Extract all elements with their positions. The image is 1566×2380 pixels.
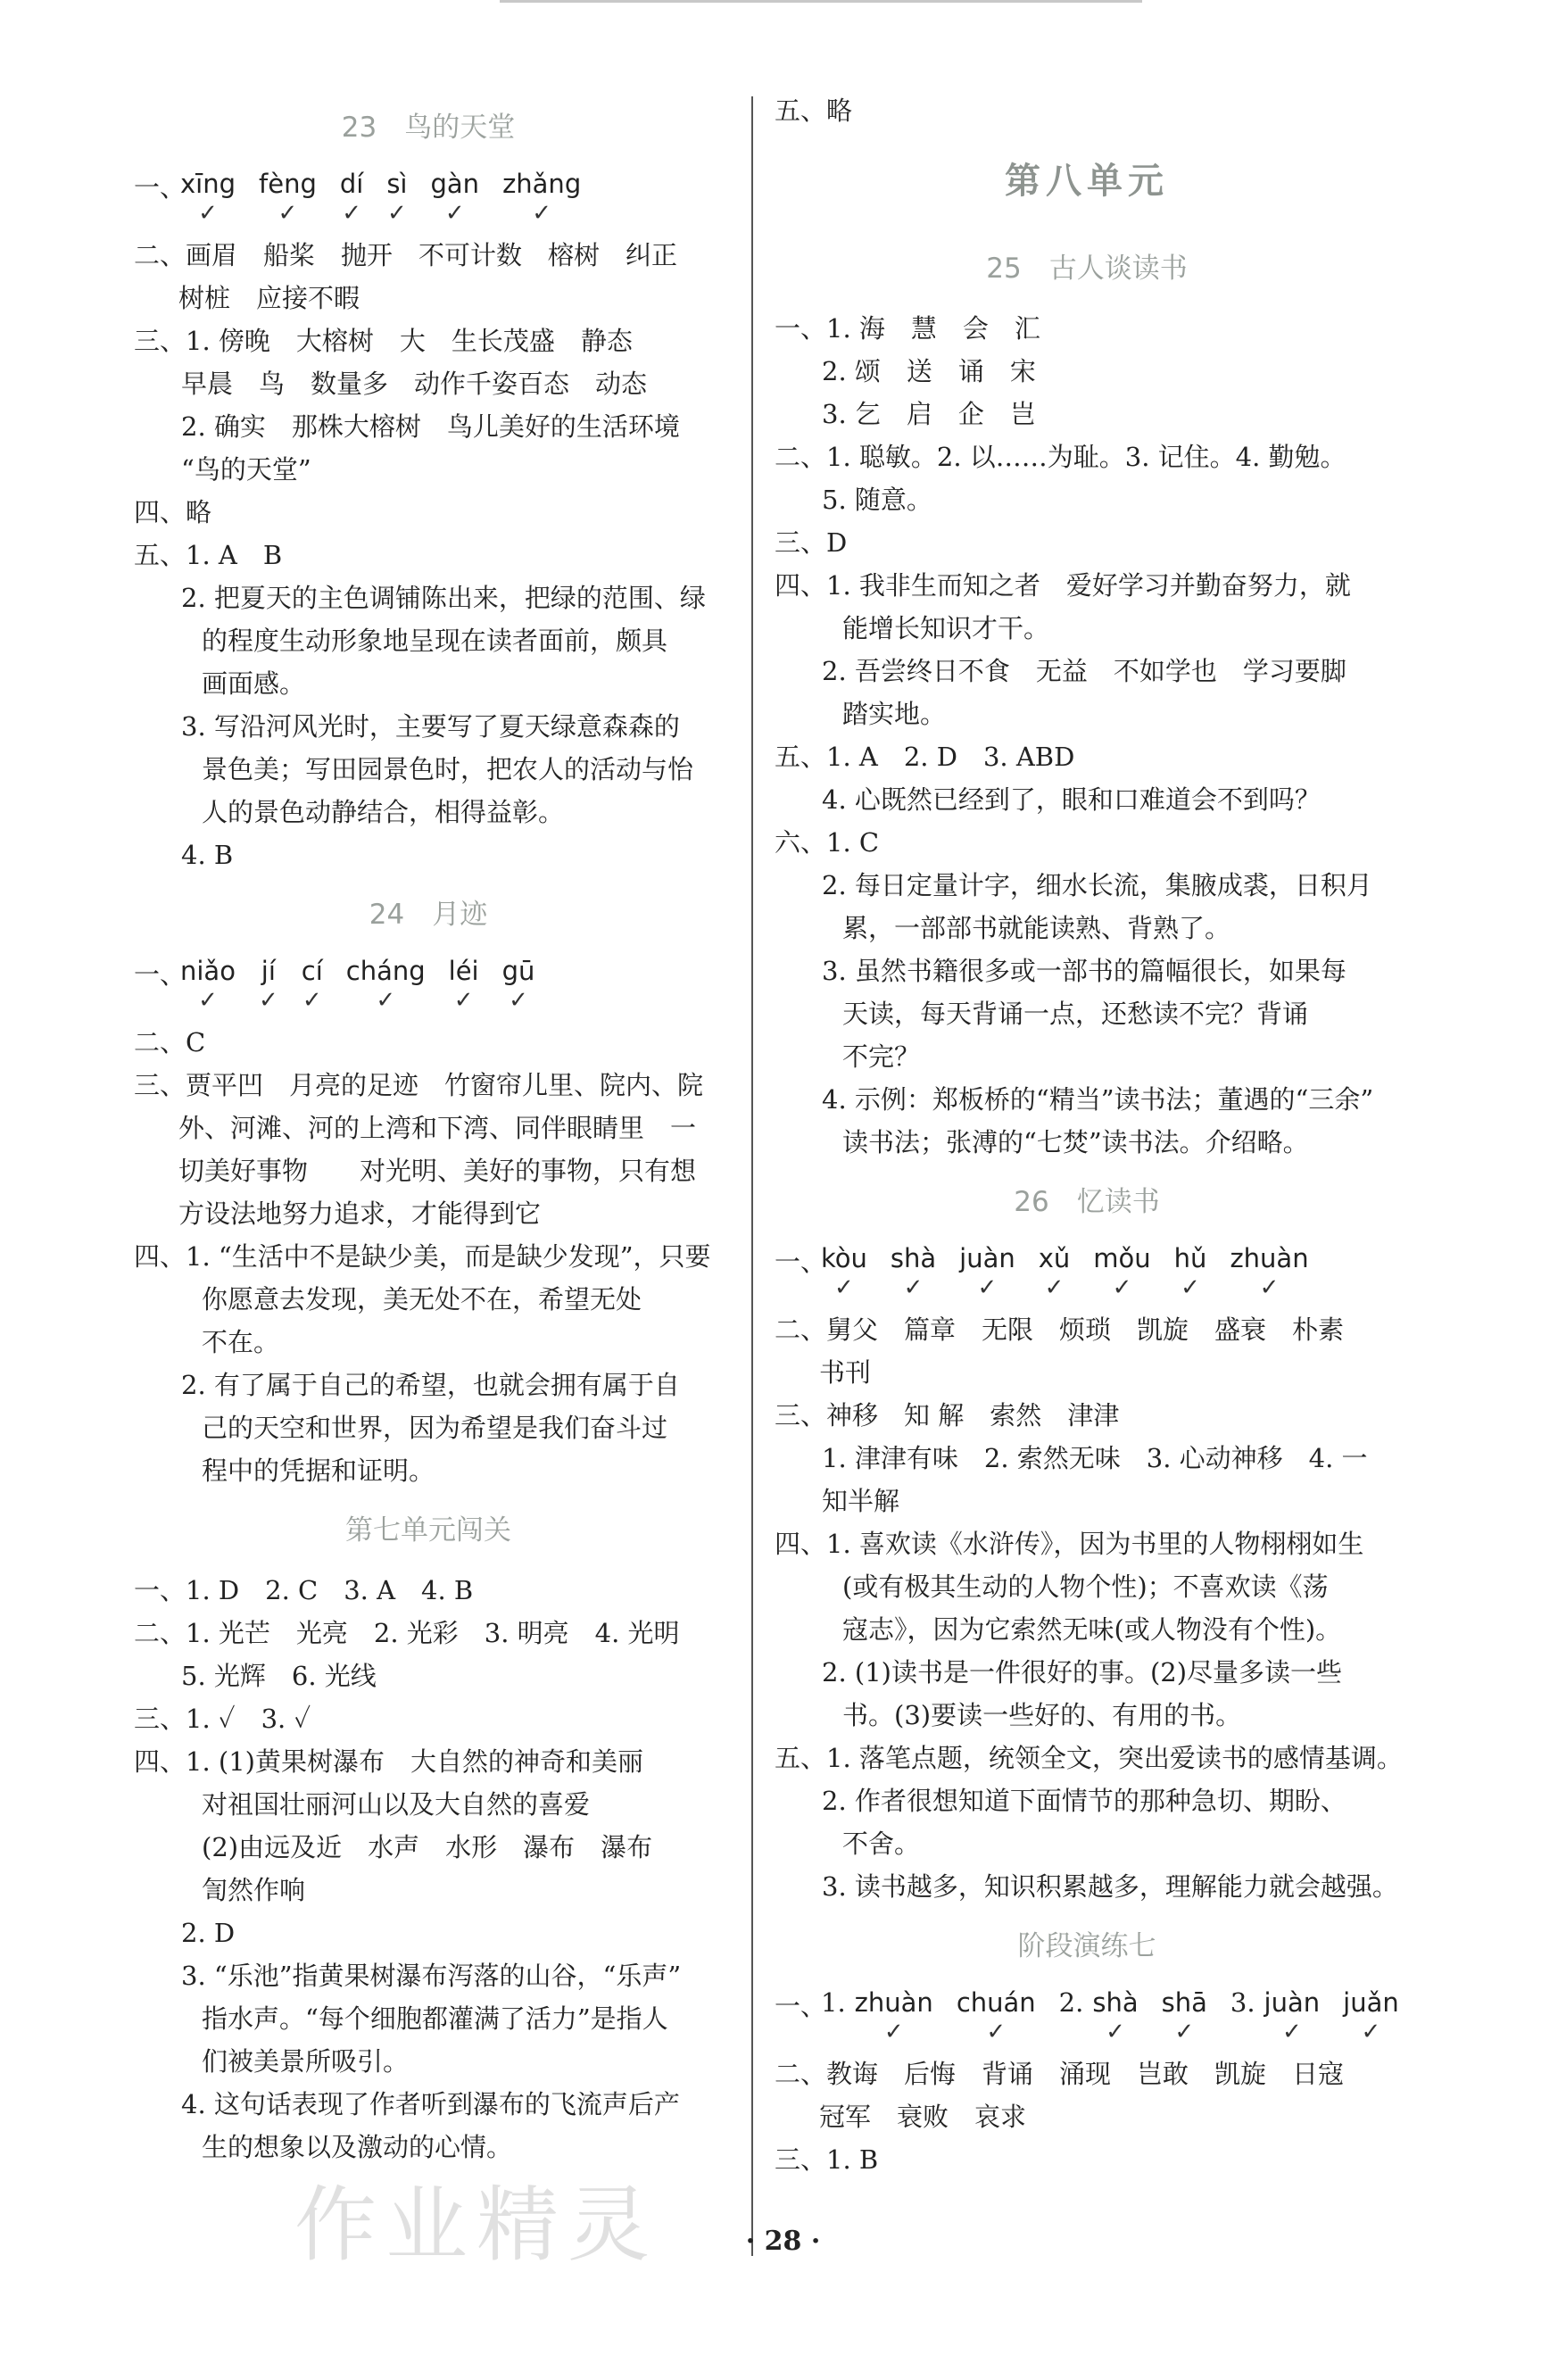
left-column: [134, 89, 723, 2169]
pinyin-syllable: cí: [301, 956, 323, 986]
pinyin-row: [775, 1240, 1399, 1308]
pinyin-syllable: juǎn: [1343, 1987, 1399, 2018]
answer-line: 五、略: [775, 95, 853, 126]
answer-line: 二、1. 光芒 光亮 2. 光彩 3. 明亮 4. 光明: [134, 1618, 680, 1648]
check-mark: ✓: [977, 1274, 998, 1301]
question-number: 一、: [775, 1991, 827, 2021]
pinyin-syllable: léi: [448, 956, 479, 986]
pinyin-syllable: gàn: [430, 169, 480, 199]
answer-line: 树桩 应接不暇: [178, 283, 360, 313]
answer-line: 3. 虽然书籍很多或一部书的篇幅很长，如果每: [822, 956, 1346, 986]
answer-line: 四、1. 我非生而知之者 爱好学习并勤奋努力，就: [775, 570, 1351, 601]
unit-title: 第八单元: [1005, 160, 1169, 202]
check-mark: ✓: [278, 200, 298, 227]
answer-line: 六、1. C: [775, 827, 880, 858]
check-mark: ✓: [198, 987, 218, 1014]
answer-line: 2. 有了属于自己的希望，也就会拥有属于自: [181, 1370, 680, 1400]
answer-line: 5. 随意。: [822, 485, 932, 515]
pinyin-item: [957, 1985, 1036, 2044]
answer-line: 2. D: [181, 1918, 236, 1948]
section-title: 24 月迹: [369, 899, 488, 931]
section-title: 26 忆读书: [1014, 1186, 1160, 1218]
check-mark: ✓: [1259, 1274, 1280, 1301]
answer-line: 天读，每天背诵一点，还愁读不完？背诵: [842, 999, 1309, 1029]
answer-line: 书刊: [819, 1357, 872, 1388]
check-mark: ✓: [1174, 2019, 1195, 2045]
answer-line: 4. 心既然已经到了，眼和口难道会不到吗？: [822, 784, 1321, 815]
check-mark: ✓: [1106, 2019, 1125, 2045]
pinyin-syllable: shà: [890, 1243, 937, 1273]
answer-line: 二、舅父 篇章 无限 烦琐 凯旋 盛衰 朴素: [775, 1314, 1345, 1345]
answer-line: 四、1. (1)黄果树瀑布 大自然的神奇和美丽: [134, 1746, 643, 1777]
answer-line: 书。(3)要读一些好的、有用的书。: [842, 1700, 1242, 1730]
pinyin-syllable: juàn: [959, 1243, 1015, 1273]
answer-line: 4. 这句话表现了作者听到瀑布的飞流声后产: [181, 2089, 680, 2119]
answer-line: 读书法；张溥的“七焚”读书法。介绍略。: [842, 1127, 1309, 1157]
pinyin-item: [180, 166, 236, 225]
answer-line: 人的景色动静结合，相得益彰。: [202, 797, 565, 827]
answer-line: 生的想象以及激动的心情。: [202, 2132, 513, 2162]
answer-line: 3. 读书越多，知识积累越多，理解能力就会越强。: [822, 1871, 1398, 1902]
answer-line: 二、教诲 后悔 背诵 涌现 岂敢 凯旋 日寇: [775, 2059, 1345, 2089]
section-title: 23 鸟的天堂: [341, 112, 516, 144]
pinyin-item: [891, 1240, 936, 1299]
answer-line: 四、略: [134, 497, 212, 527]
pinyin-item: [1093, 1240, 1150, 1299]
answer-line: 3. “乐池”指黄果树瀑布泻落的山谷，“乐声”: [181, 1961, 682, 1991]
check-mark: ✓: [1044, 1274, 1065, 1301]
check-mark: ✓: [342, 200, 361, 227]
pinyin-syllable: chuán: [956, 1987, 1036, 2018]
answer-line: 早晨 鸟 数量多 动作千姿百态 动态: [181, 369, 648, 399]
pinyin-item: [259, 953, 278, 1012]
pinyin-item: [1343, 1985, 1399, 2044]
answer-line: 4. 示例：郑板桥的“精当”读书法；董遇的“三余”: [822, 1084, 1374, 1115]
pinyin-syllable: cháng: [345, 956, 426, 986]
answer-line: 5. 光辉 6. 光线: [181, 1661, 377, 1691]
check-mark: ✓: [903, 1274, 924, 1301]
answer-line: 不舍。: [842, 1829, 921, 1859]
answer-line: 五、1. A 2. D 3. ABD: [775, 742, 1075, 772]
answer-line: 三、1. B: [775, 2144, 879, 2175]
pinyin-item: [340, 166, 363, 225]
check-mark: ✓: [532, 200, 552, 227]
check-mark: ✓: [883, 2019, 904, 2045]
column-divider: [751, 96, 753, 2256]
pinyin-item: [959, 1240, 1015, 1299]
answer-line: 三、1. ✓ 3. ✓: [134, 1704, 311, 1734]
answer-line: 2. 每日定量计字，细水长流，集腋成裘，日积月: [822, 870, 1372, 900]
answer-line: 程中的凭据和证明。: [202, 1455, 435, 1486]
pinyin-row: [134, 166, 723, 234]
check-mark: ✓: [453, 987, 474, 1014]
answer-line: 能增长知识才干。: [842, 613, 1050, 643]
check-mark: ✓: [834, 1274, 854, 1301]
answer-line: 知半解: [822, 1486, 900, 1516]
pinyin-syllable: shā: [1161, 1987, 1207, 2018]
answer-line: 指水声。“每个细胞都灌满了活力”是指人: [202, 2003, 668, 2034]
answer-line: 四、1. “生活中不是缺少美，而是缺少发现”，只要: [134, 1241, 711, 1272]
answer-line: 方设法地努力追求，才能得到它: [178, 1198, 542, 1229]
pinyin-item: [502, 166, 581, 225]
answer-line: 们被美景所吸引。: [202, 2046, 410, 2077]
check-mark: ✓: [198, 200, 218, 227]
pinyin-item: [346, 953, 426, 1012]
section-title: 第七单元闯关: [345, 1514, 511, 1547]
answer-line: 二、1. 聪敏。2. 以……为耻。3. 记住。4. 勤勉。: [775, 442, 1346, 472]
pinyin-syllable: zhǎng: [502, 169, 582, 199]
answer-line: 3. 写沿河风光时，主要写了夏天绿意森森的: [181, 711, 680, 742]
pinyin-item: [259, 166, 317, 225]
pinyin-syllable: shà: [1092, 1987, 1139, 2018]
pinyin-syllable: dí: [339, 169, 364, 199]
pinyin-item: [1230, 1240, 1308, 1299]
answer-line: 对祖国壮丽河山以及大自然的喜爱: [202, 1789, 591, 1820]
answer-line: (2)由远及近 水声 水形 瀑布 瀑布: [202, 1832, 653, 1862]
answer-line: 冠军 衰败 哀求: [819, 2102, 1027, 2132]
pinyin-syllable: kòu: [821, 1243, 867, 1273]
pinyin-item: [386, 166, 407, 225]
answer-line: 訇然作响: [202, 1875, 306, 1905]
answer-line: 一、1. 海 慧 会 汇: [775, 313, 1040, 344]
pinyin-item: [821, 1240, 867, 1299]
answer-line: 不在。: [202, 1327, 280, 1357]
question-number: 一、: [775, 1247, 827, 1277]
answer-line: 三、D: [775, 527, 848, 558]
section-title: 25 古人谈读书: [986, 253, 1188, 285]
answer-line: 三、神移 知 解 索然 津津: [775, 1400, 1120, 1430]
answer-line: 2. (1)读书是一件很好的事。(2)尽量多读一些: [822, 1657, 1343, 1688]
pinyin-item: [1174, 1240, 1207, 1299]
pinyin-syllable: jí: [261, 956, 276, 986]
pinyin-syllable: xǔ: [1038, 1243, 1071, 1273]
answer-line: 1. 津津有味 2. 索然无味 3. 心动神移 4. 一: [822, 1443, 1368, 1473]
section-title: 阶段演练七: [1017, 1930, 1156, 1962]
check-mark: ✓: [376, 987, 396, 1014]
answer-line: (或有极其生动的人物个性)；不喜欢读《荡: [842, 1571, 1329, 1602]
check-mark: ✓: [986, 2019, 1007, 2045]
answer-line: 三、贾平凹 月亮的足迹 竹窗帘儿里、院内、院: [134, 1070, 704, 1100]
answer-line: 画面感。: [202, 668, 306, 699]
pinyin-syllable: niǎo: [180, 956, 236, 986]
answer-line: 你愿意去发现，美无处不在，希望无处: [202, 1284, 642, 1314]
check-mark: ✓: [1281, 2019, 1302, 2045]
check-mark: ✓: [258, 987, 278, 1014]
page-number: · 28 ·: [745, 2226, 821, 2257]
answer-line: 3. 乞 启 企 岂: [822, 399, 1036, 429]
check-mark: ✓: [444, 200, 465, 227]
answer-line: 四、1. 喜欢读《水浒传》，因为书里的人物栩栩如生: [775, 1529, 1364, 1559]
answer-line: 2. 把夏天的主色调铺陈出来，把绿的范围、绿: [181, 583, 706, 613]
answer-line: 外、河滩、河的上湾和下湾、同伴眼睛里 一: [178, 1113, 697, 1143]
answer-line: 己的天空和世界，因为希望是我们奋斗过: [202, 1413, 668, 1443]
check-mark: ✓: [302, 987, 322, 1014]
watermark: 作业精灵: [294, 2177, 659, 2273]
check-mark: ✓: [1361, 2019, 1381, 2045]
pinyin-item: [1039, 1240, 1071, 1299]
pinyin-syllable: zhuàn: [854, 1987, 933, 2018]
sub-number: 1.: [821, 1987, 846, 2018]
answer-line: 2. 吾尝终日不食 无益 不如学也 学习要脚: [822, 656, 1346, 686]
pinyin-item: [502, 953, 535, 1012]
pinyin-syllable: hǔ: [1173, 1243, 1207, 1273]
answer-line: 三、1. 傍晚 大榕树 大 生长茂盛 静态: [134, 326, 633, 356]
answer-line: 寇志》，因为它索然无味(或人物没有个性)。: [842, 1614, 1342, 1645]
top-rule: [500, 0, 1142, 3]
pinyin-syllable: zhuàn: [1230, 1243, 1309, 1273]
sub-number: 3.: [1230, 1987, 1255, 2018]
pinyin-syllable: gū: [501, 956, 535, 986]
pinyin-syllable: sì: [386, 169, 408, 199]
pinyin-item: [180, 953, 236, 1012]
check-mark: ✓: [1112, 1274, 1132, 1301]
sub-number: 2.: [1058, 1987, 1084, 2018]
check-mark: ✓: [1181, 1274, 1200, 1301]
pinyin-syllable: mǒu: [1093, 1243, 1151, 1273]
pinyin-syllable: juàn: [1264, 1987, 1321, 2018]
answer-line: 踏实地。: [842, 699, 947, 729]
answer-line: 2. 作者很想知道下面情节的那种急切、期盼、: [822, 1786, 1346, 1816]
pinyin-syllable: fèng: [259, 169, 317, 199]
pinyin-item: [1162, 1985, 1207, 2044]
pinyin-item: [855, 1985, 933, 2044]
pinyin-item: [1264, 1985, 1321, 2044]
answer-line: 一、1. D 2. C 3. A 4. B: [134, 1575, 474, 1605]
answer-line: “鸟的天堂”: [181, 454, 311, 485]
pinyin-item: [302, 953, 323, 1012]
pinyin-syllable: xīng: [180, 169, 236, 199]
check-mark: ✓: [509, 987, 528, 1014]
answer-line: 累，一部部书就能读熟、背熟了。: [842, 913, 1231, 943]
pinyin-row: [775, 1985, 1399, 2052]
pinyin-row: [134, 953, 723, 1021]
answer-line: 二、C: [134, 1027, 206, 1057]
answer-line: 切美好事物 对光明、美好的事物，只有想: [178, 1156, 697, 1186]
pinyin-item: [449, 953, 479, 1012]
answer-line: 五、1. 落笔点题，统领全文，突出爱读书的感情基调。: [775, 1743, 1403, 1773]
question-number: 一、: [134, 172, 186, 203]
check-mark: ✓: [387, 200, 407, 227]
answer-line: 不完？: [842, 1041, 921, 1072]
answer-line: 2. 颂 送 诵 宋: [822, 356, 1036, 386]
question-number: 一、: [134, 959, 186, 990]
right-column: [775, 89, 1403, 2181]
answer-line: 的程度生动形象地呈现在读者面前，颇具: [202, 626, 668, 656]
answer-line: 景色美；写田园景色时，把农人的活动与怡: [202, 754, 694, 784]
pinyin-item: [1092, 1985, 1138, 2044]
answer-line: 4. B: [181, 840, 234, 870]
answer-line: 2. 确实 那株大榕树 鸟儿美好的生活环境: [181, 411, 680, 442]
pinyin-item: [431, 166, 480, 225]
answer-line: 二、画眉 船桨 抛开 不可计数 榕树 纠正: [134, 240, 678, 270]
answer-line: 五、1. A B: [134, 540, 283, 570]
